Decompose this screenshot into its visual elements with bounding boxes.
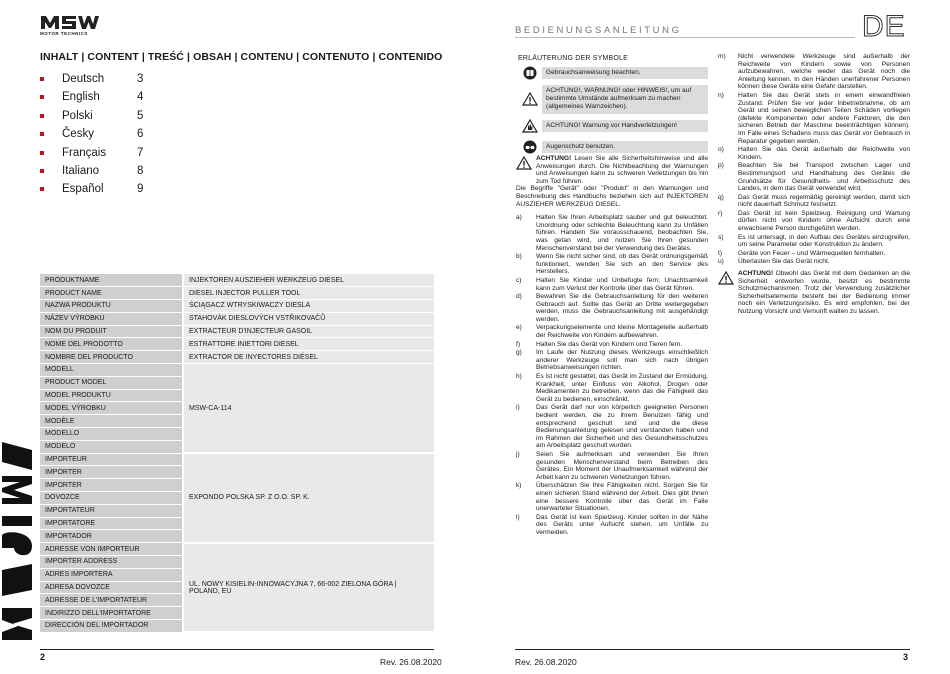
bullet-icon: [40, 77, 44, 81]
table-of-contents: [40, 73, 180, 202]
symbol-row: Gebrauchsanweisung beachten.: [518, 64, 708, 82]
label-cell: MODELL: [40, 364, 183, 377]
safety-column-1: [516, 155, 708, 538]
label-cell: PRODUKTNAME: [40, 274, 183, 287]
toc-item[interactable]: Français 7: [40, 147, 180, 165]
bullet-icon: [40, 114, 44, 118]
bullet-icon: [40, 151, 44, 155]
label-cell: IMPORTATORE: [40, 517, 183, 530]
symbol-row: Augenschutz benutzen.: [518, 138, 708, 156]
list-item-text: Überlasten Sie das Gerät nicht.: [738, 258, 830, 266]
list-item-key: d): [516, 293, 522, 301]
symbol-row: ACHTUNG! Warnung vor Handverletzungen!: [518, 117, 708, 135]
list-item: [516, 341, 708, 349]
list-item: [718, 146, 910, 161]
list-item-key: u): [718, 258, 724, 266]
label-cell: NAZWA PRODUKTU: [40, 300, 183, 313]
label-cell: IMPORTEUR: [40, 453, 183, 466]
list-item: [718, 162, 910, 192]
address-value: UL. NOWY KISIELIN-INNOWACYJNA 7, 66-002 ZIELONA GÓRA | POLAND, EU: [183, 543, 434, 633]
list-item-text: Das Gerät ist kein Spielzeug. Kinder sollten in der Nähe des Geräts unter Aufsicht stehen, um Unfälle zu vermeiden.: [536, 513, 708, 536]
list-item: [718, 234, 910, 249]
list-item-key: r): [718, 209, 723, 217]
label-cell: DIRECCIÓN DEL IMPORTADOR: [40, 620, 183, 633]
list-item-text: Beachten Sie bei Transport zwischen Lager und Bestimmungsort und Handhabung des Gerätes die Grundsätze für Gesundheits- und Arbeitsschutz des Landes, in dem das Gerät verwendet wird.: [738, 162, 910, 193]
toc-item[interactable]: Italiano 8: [40, 165, 180, 183]
safety-list-1: [516, 214, 708, 536]
list-item-key: j): [516, 450, 520, 458]
safety-list-2: [718, 53, 910, 266]
warning-block-1: ACHTUNG! Lesen Sie alle Sicherheitshinweise und alle Anweisungen durch. Die Nichtbeachtung der Warnungen und Anweisungen kann zu schweren Verletzungen bis hin zum Tod führen.: [516, 155, 708, 185]
label-cell: NOMBRE DEL PRODUCTO: [40, 351, 183, 364]
list-item-text: Bewahren Sie die Gebrauchsanleitung für den weiteren Gebrauch auf. Sollte das Gerät an Dritte weitergegeben werden, muss die Gebrauchsanleitung mit ausgehändigt werden.: [536, 293, 708, 323]
value-cell: DIESEL INJECTOR PULLER TOOL: [183, 287, 434, 300]
list-item-key: o): [718, 146, 724, 154]
value-cell: ŚCIĄGACZ WTRYSKIWACZY DIESLA: [183, 300, 434, 313]
label-cell: MODELLO: [40, 428, 183, 441]
page-number-right: 3: [903, 652, 909, 662]
list-item: [516, 373, 708, 403]
label-cell: MODEL PRODUKTU: [40, 389, 183, 402]
importer-value: EXPONDO POLSKA SP. Z O.O. SP. K.: [183, 453, 434, 543]
list-item-text: Es ist nicht gestattet, das Gerät im Zustand der Ermüdung, Krankheit, unter Einfluss von Alkohol, Drogen oder Medikamenten zu betreiben, wenn das die Fähigkeit das Gerät zu bedienen, einschränkt.: [536, 373, 708, 403]
list-item: [718, 92, 910, 145]
label-cell: IMPORTER: [40, 466, 183, 479]
footer-rule-left: [40, 649, 434, 650]
symbols-table: [518, 64, 708, 159]
list-item: [516, 514, 708, 537]
label-cell: MODELO: [40, 440, 183, 453]
intro-text: Die Begriffe "Gerät" oder "Produkt" in den Warnungen und Beschreibung des Handbuchs beziehen sich auf INJEKTOREN AUSZIEHER WERKZEUG DIESEL.: [516, 185, 708, 208]
label-cell: PRODUCT NAME: [40, 287, 183, 300]
toc-item[interactable]: Česky 6: [40, 128, 180, 146]
list-item: [516, 404, 708, 450]
list-item-text: Im Laufe der Nutzung dieses Werkzeugs einschließlich anderer Werkzeuge soll man sich nach übrigen Betriebsanweisungen richten.: [536, 349, 708, 372]
label-cell: IMPORTADOR: [40, 530, 183, 543]
list-item-text: Seien Sie aufmerksam und verwenden Sie Ihren gesunden Menschenverstand beim Betreiben des Gerätes. Ein Moment der Unaufmerksamkeit während der Arbeit kann zu schweren Verletzungen führen.: [536, 450, 708, 481]
logo-subtitle: MOTOR TECHNICS: [40, 31, 88, 36]
label-cell: ADRESSE DE L'IMPORTATEUR: [40, 594, 183, 607]
value-cell: INJEKTOREN AUSZIEHER WERKZEUG DIESEL: [183, 274, 434, 287]
list-item: [516, 293, 708, 323]
model-value: MSW-CA-114: [183, 364, 434, 454]
list-item: [516, 324, 708, 339]
list-item-key: g): [516, 349, 522, 357]
label-cell: NOM DU PRODUIT: [40, 325, 183, 338]
safety-column-2: [718, 53, 910, 316]
label-cell: NÁZEV VÝROBKU: [40, 312, 183, 325]
list-item: [516, 214, 708, 252]
list-item: [516, 451, 708, 481]
label-cell: MODÈLE: [40, 415, 183, 428]
list-item-text: Nicht verwendete Werkzeuge sind außerhalb der Reichweite von Kindern sowie von Personen aufzubewahren, welche weder das Gerät noch die Anleitung kennen. In den Händen unerfahrener Personen können diese Geräte eine Gefahr darstellen.: [738, 53, 910, 91]
revision-right: Rev. 26.08.2020: [515, 657, 577, 667]
side-logo-mark: [0, 440, 34, 654]
list-item-text: Das Gerät darf nur von körperlich geeigneten Personen bedient werden, die zu ihrem Benutzen fähig und entsprechend geschult sind und die diese Bedienungsanleitung gelesen und verstanden haben und im Rahmen der Sicherheit und des Gesundheitsschutzes am Arbeitsplatz geschult wurden.: [536, 404, 708, 450]
list-item-text: Es ist untersagt, in den Aufbau des Gerätes einzugreifen, um seine Parameter oder Konstruktion zu ändern.: [738, 233, 910, 249]
list-item-text: Das Gerät muss regelmäßig gereinigt werden, damit sich nicht dauerhaft Schmutz festsetzt.: [738, 193, 910, 209]
msw-logo: [40, 14, 108, 40]
value-cell: STAHOVÁK DIESLOVÝCH VSTŘIKOVAČŮ: [183, 312, 434, 325]
list-item-key: a): [516, 214, 522, 222]
list-item-key: t): [718, 249, 723, 257]
page-number-left: 2: [40, 652, 46, 662]
list-item: [516, 482, 708, 512]
list-item-text: Halten Sie Ihren Arbeitsplatz sauber und gut beleuchtet. Unordnung oder schlechte Beleuchtung kann zu Unfällen führen. Handeln Sie vorausschauend, beobachten Sie, was getan wird, und nutzen Sie Ihren gesunden Menschenverstand bei der Verwendung des Gerätes.: [536, 214, 708, 252]
toc-title: INHALT | CONTENT | TREŚĆ | OBSAH | CONTENU | CONTENUTO | CONTENIDO: [40, 51, 443, 63]
list-item: [516, 277, 708, 292]
list-item-key: n): [718, 91, 724, 99]
list-item-text: Halten Sie das Gerät außerhalb der Reichweite von Kindern.: [738, 146, 910, 161]
toc-item[interactable]: English 4: [40, 91, 180, 109]
list-item: [516, 253, 708, 276]
label-cell: ADRES IMPORTERA: [40, 568, 183, 581]
toc-item[interactable]: Deutsch 3: [40, 73, 180, 91]
list-item-text: Halten Sie das Gerät von Kindern und Tieren fern.: [536, 340, 683, 348]
symbols-title: ERLÄUTERUNG DER SYMBOLE: [518, 55, 629, 62]
symbol-row: ACHTUNG!, WARNUNG! oder HINWEIS!, um auf bestimmte Umstände aufmerksam zu machen (allgemeines Warnzeichen).: [518, 85, 708, 114]
warning-block-2: ACHTUNG! Obwohl das Gerät mit dem Gedanken an die Sicherheit entworfen wurde, besitzt es bestimmte Schutzmechanismen. Trotz der Verwendung zusätzlicher Sicherheitselemente besteht bei der Bedienung immer noch ein Verletzungsrisiko. Es wird empfohlen, bei der Nutzung Vorsicht und Vernunft walten zu lassen.: [718, 270, 910, 316]
label-cell: IMPORTER ADDRESS: [40, 556, 183, 569]
list-item: [718, 210, 910, 233]
list-item: [718, 258, 910, 266]
list-item-key: e): [516, 324, 522, 332]
list-item: [718, 194, 910, 209]
hand-injury-icon: [518, 117, 542, 135]
list-item-key: k): [516, 482, 522, 490]
list-item: [516, 349, 708, 372]
warning-triangle-icon: [518, 90, 542, 108]
label-cell: DOVOZCE: [40, 492, 183, 505]
list-item-key: b): [516, 253, 522, 261]
bullet-icon: [40, 169, 44, 173]
list-item-text: Geräte von Feuer – und Wärmequellen fernhalten.: [738, 249, 886, 257]
list-item-key: m): [718, 53, 726, 60]
product-info-table: [40, 274, 434, 633]
list-item-text: Wenn Sie nicht sicher sind, ob das Gerät ordnungsgemäß funktioniert, wenden Sie sich an den Service des Herstellers.: [536, 253, 708, 276]
eye-protection-icon: [518, 138, 542, 156]
value-cell: ESTRATTORE INIETTORI DIESEL: [183, 338, 434, 351]
label-cell: IMPORTATEUR: [40, 504, 183, 517]
label-cell: ADRESA DOVOZCE: [40, 581, 183, 594]
list-item-text: Verpackungselemente und kleine Montageteile außerhalb der Reichweite von Kindern aufbewahren.: [536, 324, 708, 340]
label-cell: MODEL VÝROBKU: [40, 402, 183, 415]
list-item-text: Halten Sie das Gerät stets in einem einwandfreien Zustand. Prüfen Sie vor jeder Inbetriebnahme, ob am Gerät und seinen beweglichen Teilen Schäden vorliegen (defekte Komponenten oder andere Faktoren, die den sicheren Betrieb der Maschine beeinträchtigen können). Im Falle eines Schadens muss das Gerät vor Gebrauch in Reparatur gegeben werden.: [738, 91, 910, 145]
list-item-key: s): [718, 233, 724, 241]
manual-header-title: BEDIENUNGSANLEITUNG: [515, 25, 682, 36]
label-cell: NOME DEL PRODOTTO: [40, 338, 183, 351]
list-item-text: Halten Sie Kinder und Unbefugte fern; Unachtsamkeit kann zum Verlust der Kontrolle über das Gerät führen.: [536, 276, 708, 292]
bullet-icon: [40, 187, 44, 191]
bullet-icon: [40, 132, 44, 136]
list-item-key: l): [516, 513, 520, 521]
list-item-key: f): [516, 340, 521, 348]
list-item-key: p): [718, 162, 724, 170]
list-item: [718, 53, 910, 91]
warning-triangle-icon: [516, 155, 536, 185]
label-cell: INDIRIZZO DELL'IMPORTATORE: [40, 607, 183, 620]
language-code: DE: [862, 10, 906, 43]
list-item-key: i): [516, 404, 520, 412]
value-cell: EXTRACTOR DE INYECTORES DIÉSEL: [183, 351, 434, 364]
footer-rule-right: [515, 649, 910, 650]
bullet-icon: [40, 95, 44, 99]
warning-triangle-icon: [718, 270, 738, 316]
label-cell: IMPORTER: [40, 479, 183, 492]
list-item-key: c): [516, 276, 522, 284]
manual-icon: [518, 64, 542, 82]
list-item: [718, 250, 910, 258]
label-cell: PRODUCT MODEL: [40, 376, 183, 389]
list-item-key: h): [516, 373, 522, 381]
toc-item[interactable]: Español 9: [40, 183, 180, 201]
list-item-text: Überschätzen Sie Ihre Fähigkeiten nicht. Sorgen Sie für einen sicheren Stand während der Arbeit. Dies gibt Ihnen eine bessere Kontrolle über das Gerät im Falle unerwarteter Situationen.: [536, 482, 708, 513]
revision-left: Rev. 26.08.2020: [380, 657, 442, 667]
value-cell: EXTRACTEUR D'INJECTEUR GASOIL: [183, 325, 434, 338]
list-item-text: Das Gerät ist kein Spielzeug. Reinigung und Wartung dürfen nicht von Kindern ohne Aufsicht durch eine erwachsene Person durchgeführt werden.: [738, 209, 910, 233]
toc-item[interactable]: Polski 5: [40, 110, 180, 128]
list-item-key: q): [718, 193, 724, 201]
header-rule: [515, 37, 855, 38]
label-cell: ADRESSE VON IMPORTEUR: [40, 543, 183, 556]
